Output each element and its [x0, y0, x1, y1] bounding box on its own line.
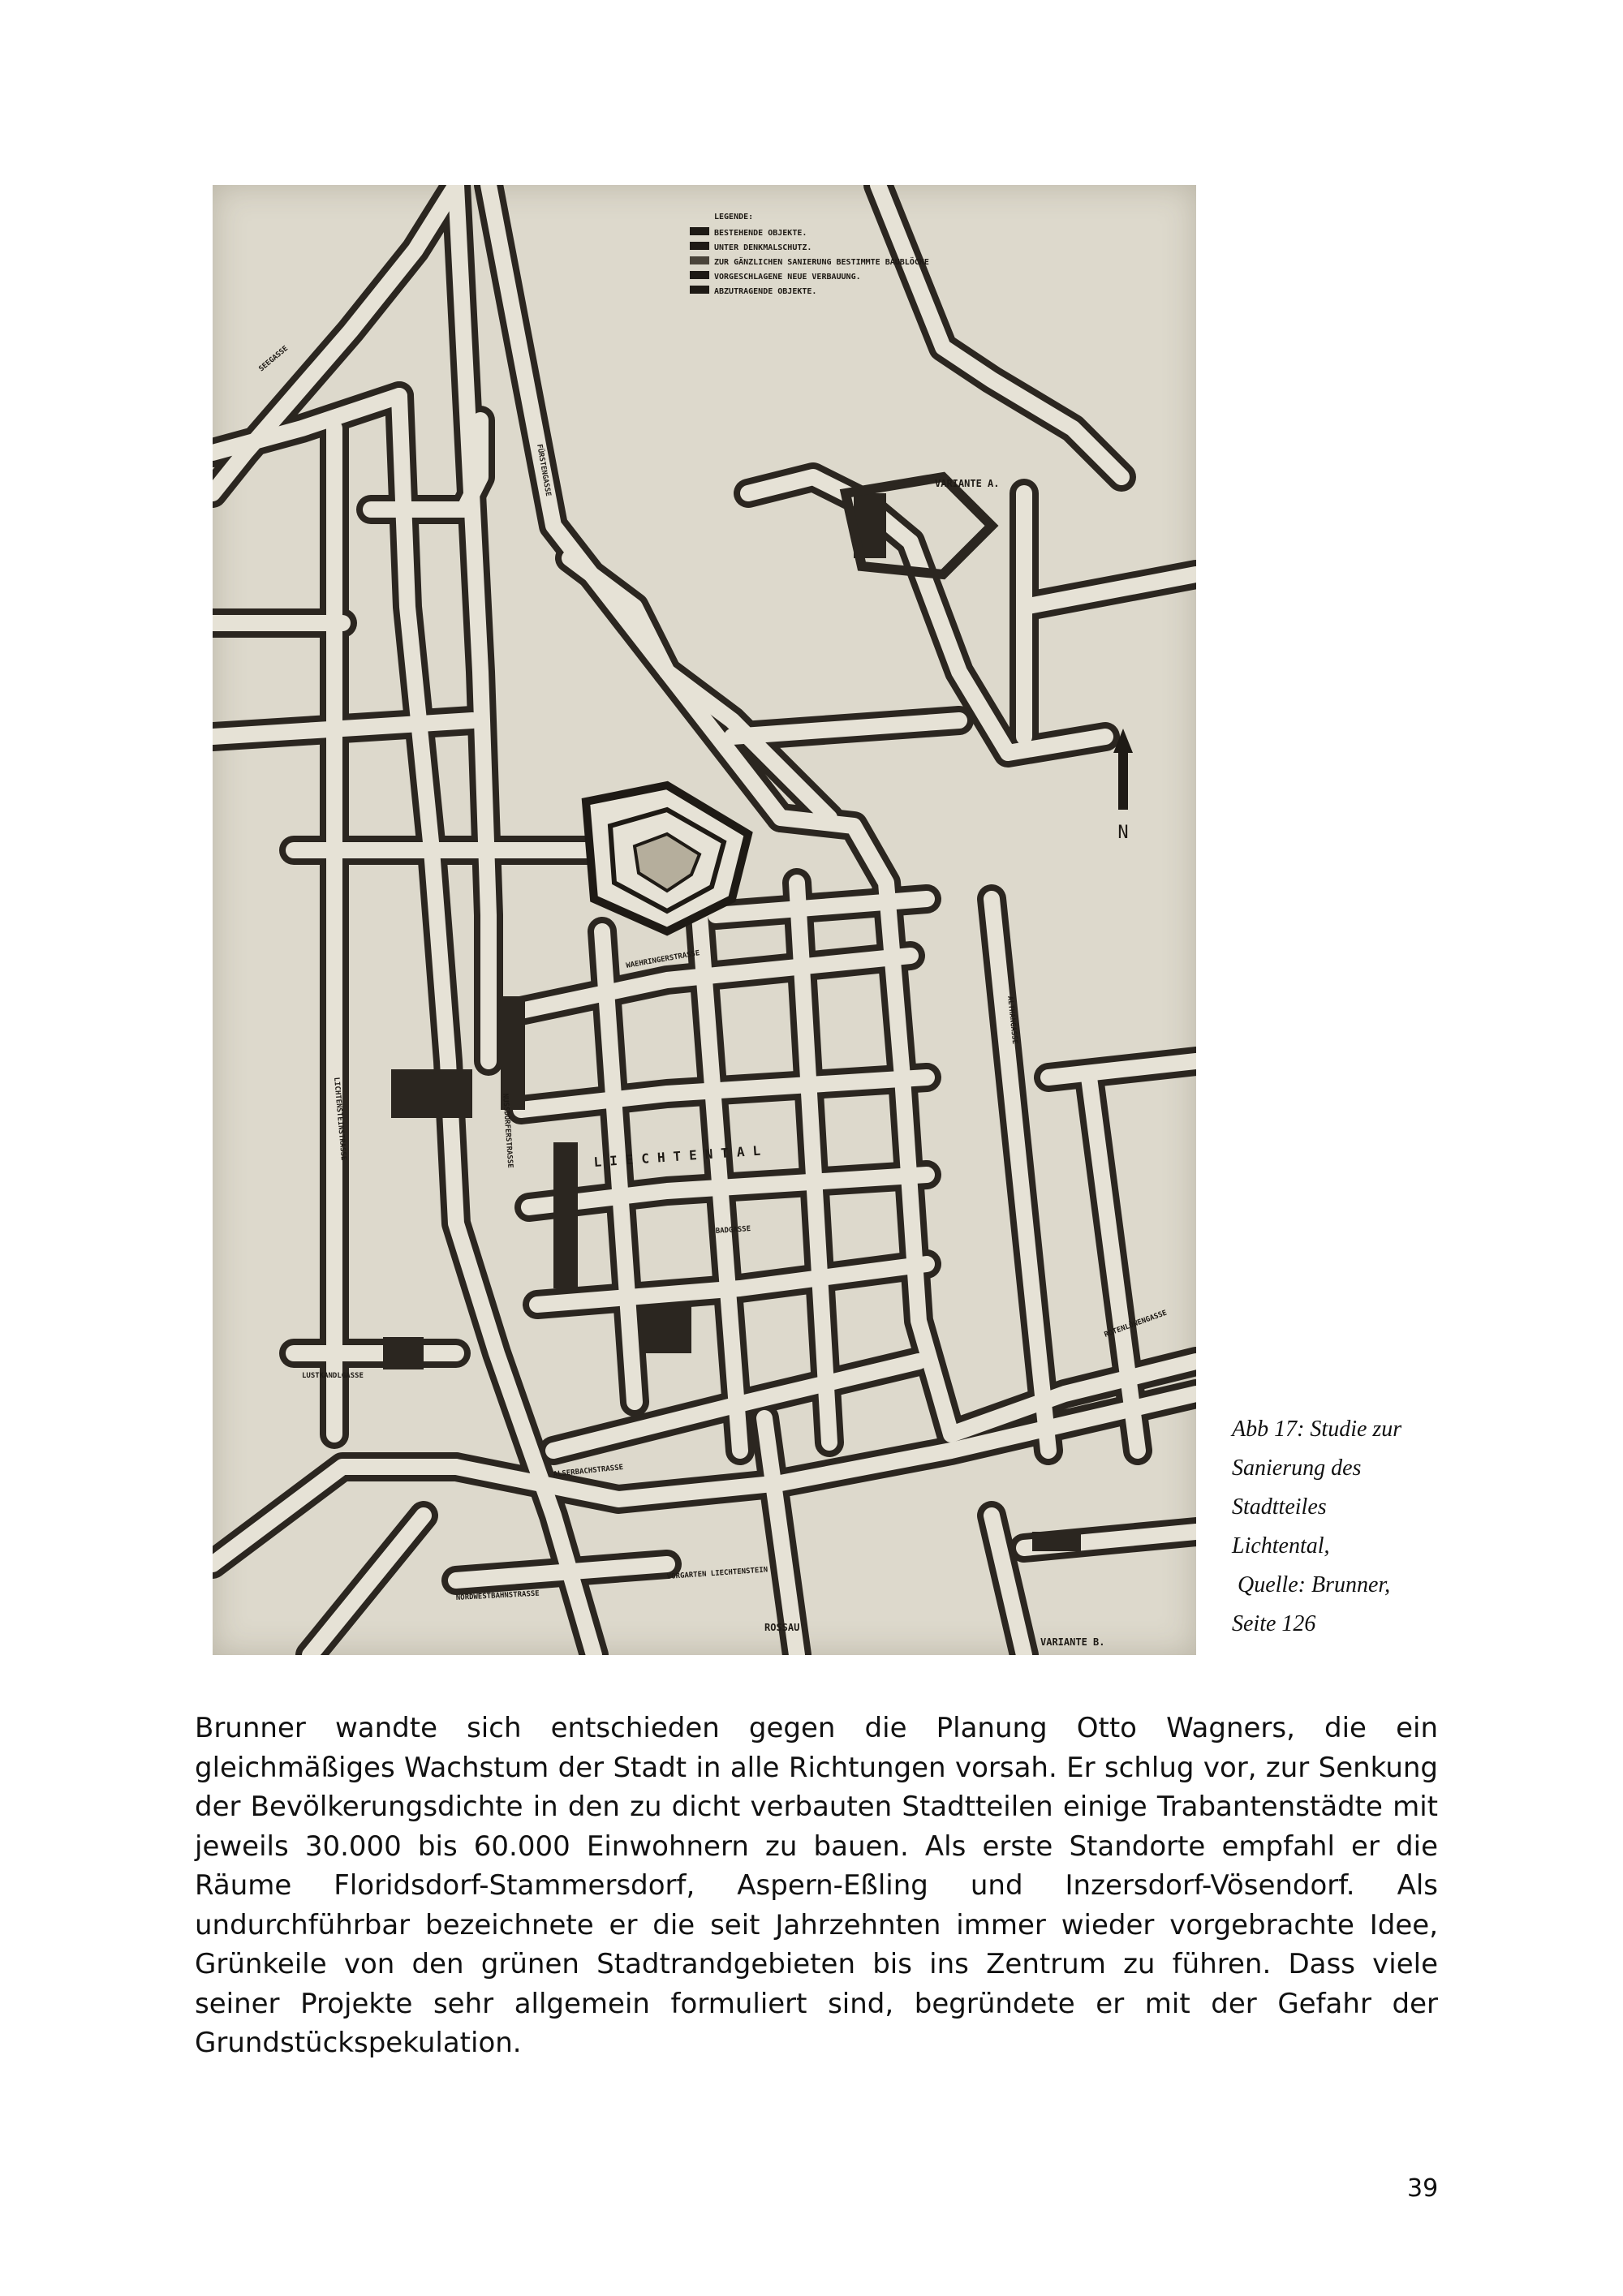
rossau-label: ROSSAU	[764, 1622, 800, 1633]
street-label: ALSERBACHSTRASSE	[553, 1463, 624, 1479]
legend-item: BESTEHENDE OBJEKTE.	[714, 229, 807, 238]
legend-item: VORGESCHLAGENE NEUE VERBAUUNG.	[714, 273, 861, 282]
street-label: NUSSDORFERSTRASSE	[501, 1093, 514, 1169]
legend-item: ZUR GÄNZLICHEN SANIERUNG BESTIMMTE BAUBLÖCKE	[714, 258, 929, 267]
caption-line: Sanierung des	[1232, 1455, 1362, 1481]
variant-b-label: VARIANTE B.	[1040, 1636, 1105, 1648]
street-label: ALTHANGASSE	[1005, 995, 1019, 1045]
figure-caption	[1232, 1410, 1475, 1644]
street-network	[213, 185, 1196, 1655]
street-label: FÜRSTENGASSE	[535, 443, 553, 497]
map-figure	[213, 185, 1196, 1655]
caption-line: Stadtteiles	[1232, 1494, 1327, 1520]
legend-item: ABZUTRAGENDE OBJEKTE.	[714, 287, 817, 296]
street-label: NORDWESTBAHNSTRASSE	[455, 1589, 540, 1602]
street-label: SEEGASSE	[257, 344, 291, 374]
variant-a-label: VARIANTE A.	[935, 478, 1000, 489]
legend-title: LEGENDE:	[714, 213, 754, 221]
street-label: LICHTENSTEINSTRASSE	[332, 1077, 347, 1161]
legend-item: UNTER DENKMALSCHUTZ.	[714, 243, 812, 252]
caption-line: Quelle: Brunner,	[1232, 1572, 1391, 1597]
caption-line: Seite 126	[1232, 1611, 1316, 1636]
north-arrow-icon	[1113, 729, 1133, 843]
street-label: ROTENLÖWENGASSE	[1103, 1309, 1169, 1339]
caption-line: Abb 17: Studie zur	[1232, 1417, 1402, 1442]
body-paragraph: Brunner wandte sich entschieden gegen die Planung Otto Wagners, die ein gleichmäßiges Wachstum der Stadt in alle Richtungen vorsah. Er schlug vor, zur Senkung der Bevölkerungsdichte in den zu dicht verbauten Stadtteilen einige Trabantenstädte mit jeweils 30.000 bis 60.000 Einwohnern zu bauen. Als erste Standorte empfahl er die Räume Floridsdorf-Stammersdorf, Aspern-Eßling und Inzersdorf-Vösendorf. Als undurchführbar bezeichnete er die seit Jahrzehnten immer wieder vorgebrachte Idee, Grünkeile von den grünen Stadtrandgebieten bis ins Zentrum zu führen. Dass viele seiner Projekte sehr allgemein formuliert sind, begründete er mit der Gefahr der Grundstückspekulation.	[195, 1712, 1438, 2059]
street-label: LUSTKANDLGASSE	[302, 1372, 364, 1380]
caption-line: Lichtental,	[1232, 1533, 1330, 1559]
street-label: WAEHRINGERSTRASSE	[625, 949, 701, 970]
street-label: BADGASSE	[715, 1224, 751, 1236]
street-label: VORGARTEN LIECHTENSTEIN	[666, 1566, 768, 1581]
liechtental-label: LIECHTENTAL	[592, 1142, 769, 1170]
page-number: 39	[1407, 2174, 1439, 2203]
svg-text:N: N	[1117, 823, 1129, 843]
